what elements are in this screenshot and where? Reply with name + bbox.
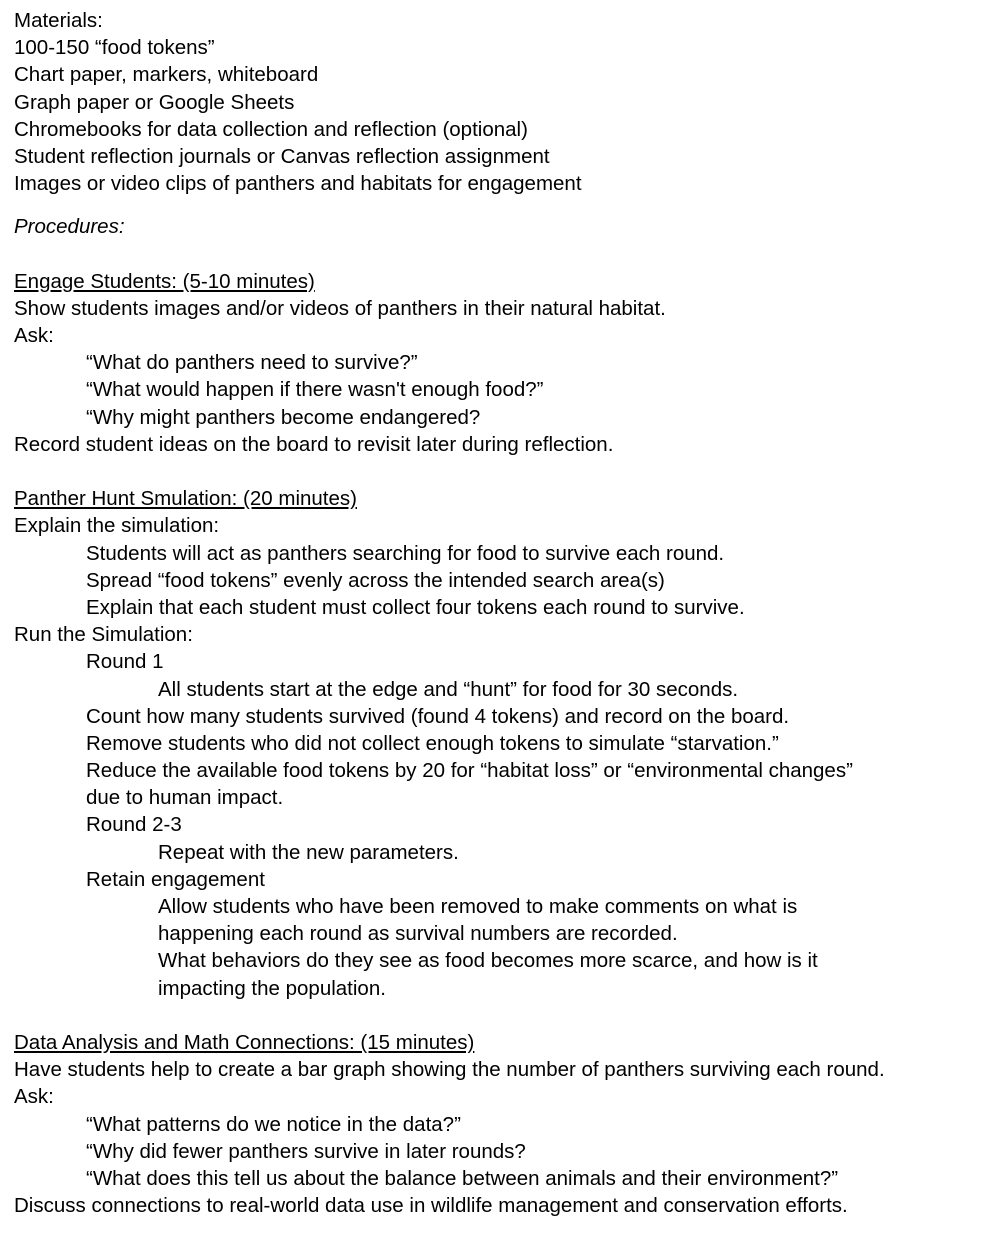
simulation-explain-item: Students will act as panthers searching for food to survive each round. bbox=[86, 541, 725, 565]
simulation-step: due to human impact. bbox=[86, 786, 284, 810]
document-body bbox=[14, 7, 974, 1219]
engage-heading: Engage Students: (5-10 minutes) bbox=[14, 269, 315, 293]
simulation-step: Remove students who did not collect enough tokens to simulate “starvation.” bbox=[86, 731, 779, 755]
engage-section bbox=[14, 268, 974, 458]
engage-question: “What do panthers need to survive?” bbox=[86, 351, 418, 375]
analysis-ask-label: Ask: bbox=[14, 1085, 54, 1109]
engage-question: “Why might panthers become endangered? bbox=[86, 405, 481, 429]
materials-item: Images or video clips of panthers and habitats for engagement bbox=[14, 172, 582, 196]
procedures-heading: Procedures: bbox=[14, 215, 125, 239]
analysis-question: “What does this tell us about the balance between animals and their environment?” bbox=[86, 1166, 839, 1190]
retain-engagement-label: Retain engagement bbox=[86, 867, 265, 891]
simulation-explain-label: Explain the simulation: bbox=[14, 514, 220, 538]
retain-engagement-line: impacting the population. bbox=[158, 976, 386, 1000]
engage-closing: Record student ideas on the board to revisit later during reflection. bbox=[14, 432, 614, 456]
materials-item: Graph paper or Google Sheets bbox=[14, 90, 295, 114]
simulation-step: Reduce the available food tokens by 20 for “habitat loss” or “environmental changes” bbox=[86, 759, 853, 783]
materials-item: Chart paper, markers, whiteboard bbox=[14, 63, 319, 87]
analysis-closing: Discuss connections to real-world data use in wildlife management and conservation efforts. bbox=[14, 1194, 848, 1218]
materials-item: Student reflection journals or Canvas reflection assignment bbox=[14, 144, 550, 168]
analysis-intro: Have students help to create a bar graph showing the number of panthers surviving each round. bbox=[14, 1058, 885, 1082]
simulation-explain-item: Spread “food tokens” evenly across the intended search area(s) bbox=[86, 568, 665, 592]
engage-intro: Show students images and/or videos of panthers in their natural habitat. bbox=[14, 296, 666, 320]
round-2-3-label: Round 2-3 bbox=[86, 813, 182, 837]
engage-ask-label: Ask: bbox=[14, 324, 54, 348]
retain-engagement-line: Allow students who have been removed to make comments on what is bbox=[158, 895, 798, 918]
simulation-step: Count how many students survived (found 4 tokens) and record on the board. bbox=[86, 704, 790, 728]
round-1-label: Round 1 bbox=[86, 650, 164, 674]
analysis-question: “What patterns do we notice in the data?” bbox=[86, 1112, 461, 1136]
analysis-question: “Why did fewer panthers survive in later rounds? bbox=[86, 1139, 526, 1163]
materials-item: Chromebooks for data collection and reflection (optional) bbox=[14, 117, 528, 141]
analysis-heading: Data Analysis and Math Connections: (15 minutes) bbox=[14, 1030, 475, 1054]
analysis-section bbox=[14, 1029, 974, 1219]
simulation-heading: Panther Hunt Smulation: (20 minutes) bbox=[14, 487, 357, 511]
simulation-section bbox=[14, 485, 974, 1002]
materials-item: 100-150 “food tokens” bbox=[14, 36, 215, 60]
retain-engagement-line: happening each round as survival numbers are recorded. bbox=[158, 922, 678, 946]
simulation-explain-item: Explain that each student must collect four tokens each round to survive. bbox=[86, 595, 745, 619]
round-2-3-detail: Repeat with the new parameters. bbox=[158, 840, 459, 864]
engage-question: “What would happen if there wasn't enough food?” bbox=[86, 378, 544, 402]
simulation-run-label: Run the Simulation: bbox=[14, 623, 193, 647]
materials-section bbox=[14, 7, 974, 197]
materials-heading: Materials: bbox=[14, 9, 103, 32]
round-1-detail: All students start at the edge and “hunt” for food for 30 seconds. bbox=[158, 677, 739, 701]
retain-engagement-line: What behaviors do they see as food becomes more scarce, and how is it bbox=[158, 949, 818, 973]
